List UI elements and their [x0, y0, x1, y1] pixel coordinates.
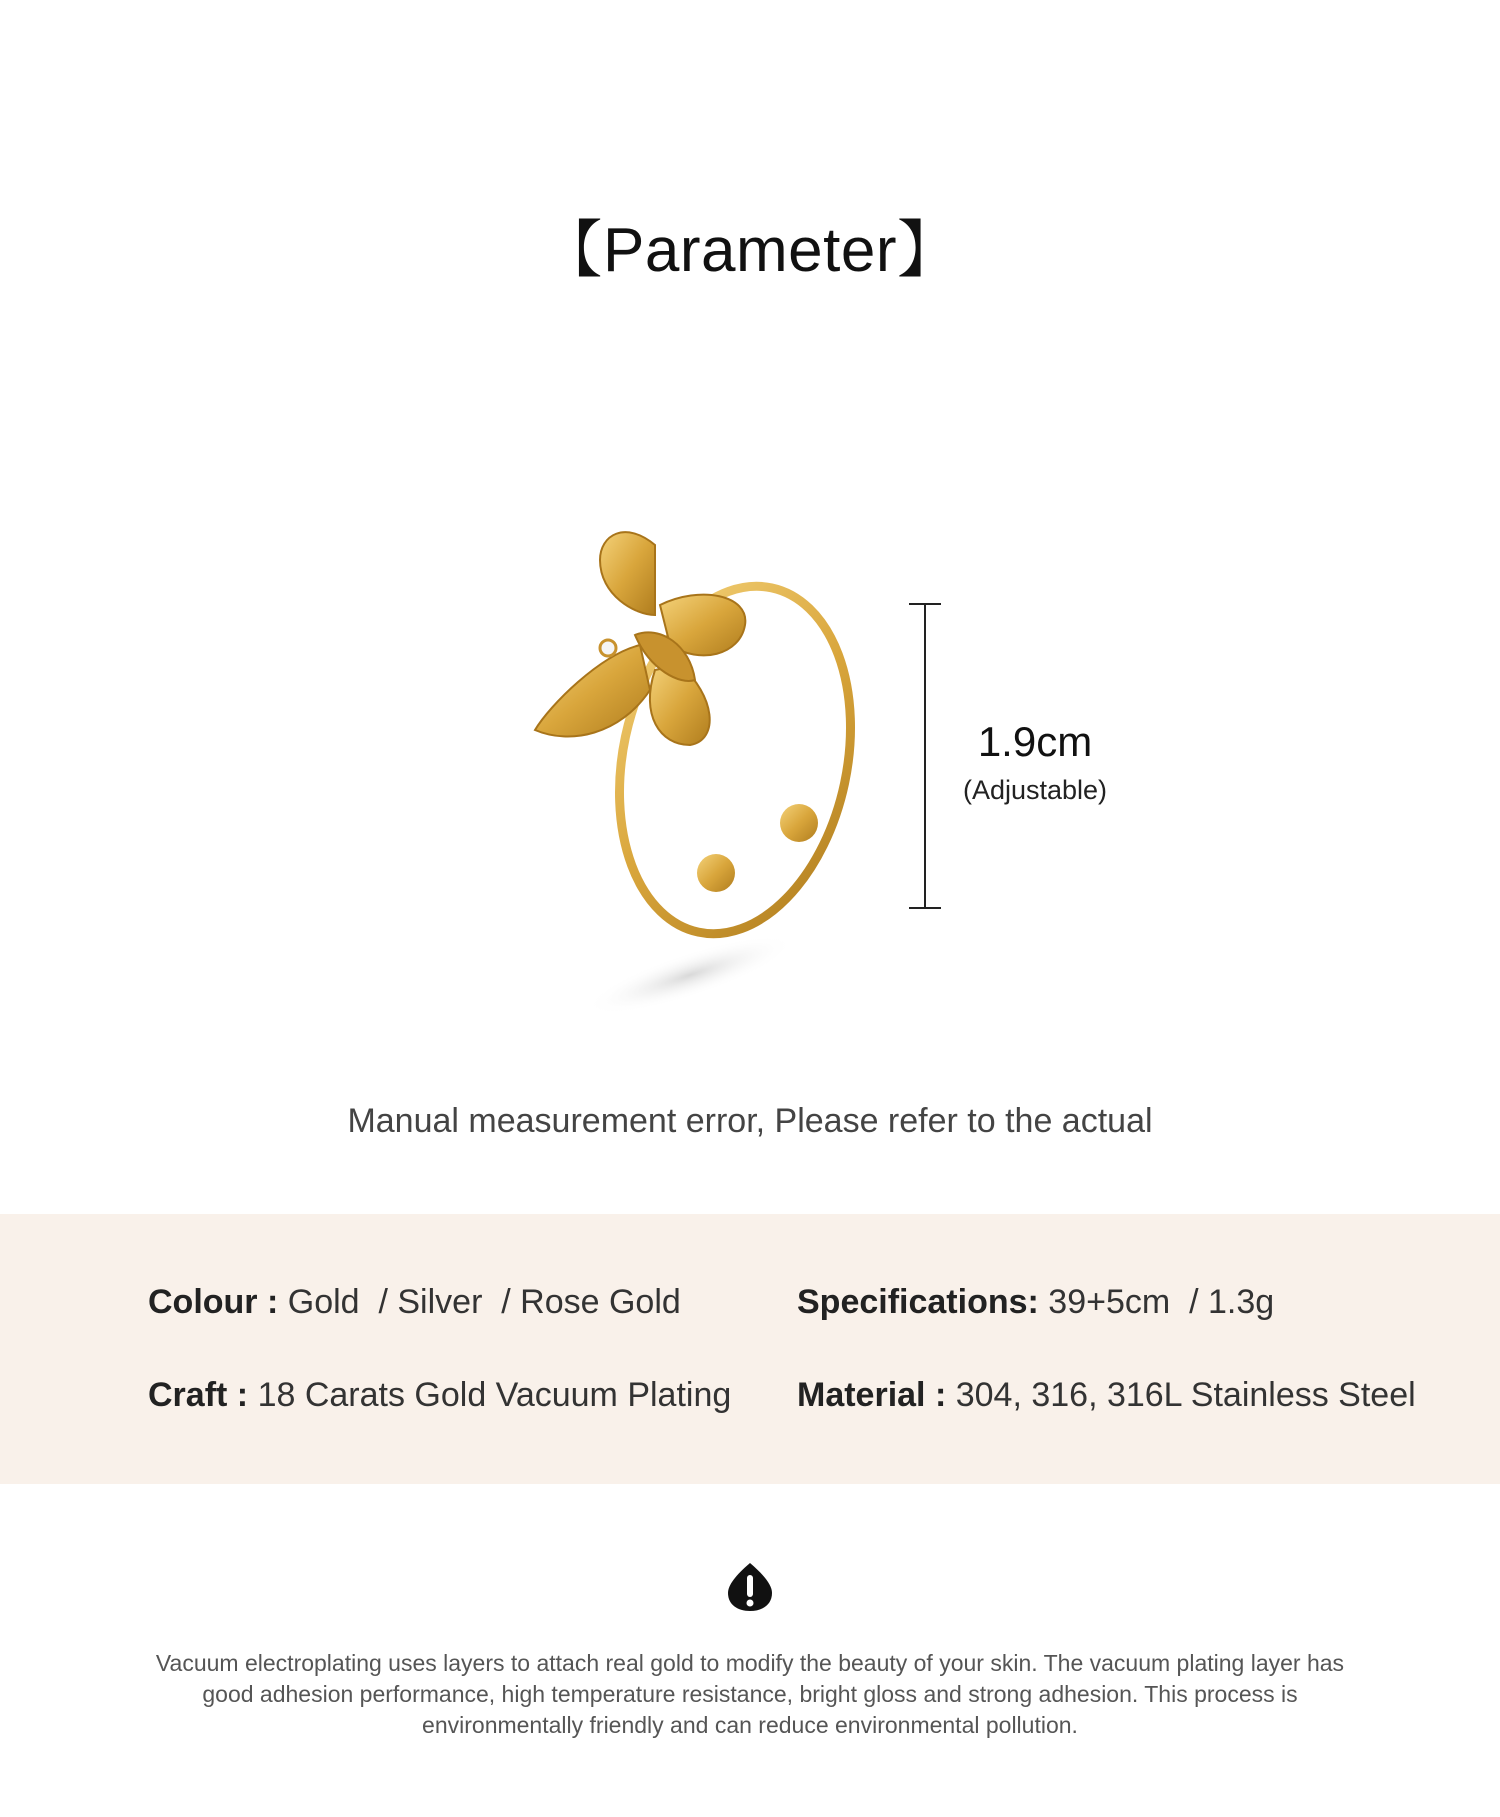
spec-colour-value: Gold / Silver / Rose Gold: [287, 1283, 681, 1321]
spec-specifications: [797, 1283, 1274, 1322]
page-title: 【Parameter】: [540, 216, 960, 285]
dimension-line: [924, 604, 926, 908]
dimension-note: (Adjustable): [962, 775, 1108, 805]
dimension-value: 1.9cm: [977, 718, 1093, 765]
spec-colour: [148, 1283, 681, 1322]
spec-specifications-value: 39+5cm / 1.3g: [1048, 1283, 1275, 1321]
spec-craft-value: 18 Carats Gold Vacuum Plating: [257, 1376, 732, 1414]
spec-specifications-label: Specifications:: [797, 1283, 1039, 1321]
product-image-butterfly-ring: [520, 505, 960, 1045]
dimension-bottom-cap: [909, 907, 941, 909]
spec-craft: [148, 1376, 731, 1415]
exclamation-drop-icon: [726, 1561, 774, 1613]
spec-band: [0, 1214, 1500, 1484]
footer-description: Vacuum electroplating uses layers to attach real gold to modify the beauty of your skin. The vacuum plating layer has good adhesion performance, high temperature resistance, bright gloss and strong adhesion. This process is environmentally friendly and can reduce environmental pollution.: [155, 1650, 1345, 1738]
spec-material: [797, 1376, 1416, 1415]
spec-craft-label: Craft :: [148, 1376, 249, 1414]
spec-material-value: 304, 316, 316L Stainless Steel: [955, 1376, 1416, 1414]
spec-colour-label: Colour :: [148, 1283, 279, 1321]
spec-material-label: Material :: [797, 1376, 947, 1414]
measurement-note: Manual measurement error, Please refer to the actual: [347, 1102, 1153, 1140]
